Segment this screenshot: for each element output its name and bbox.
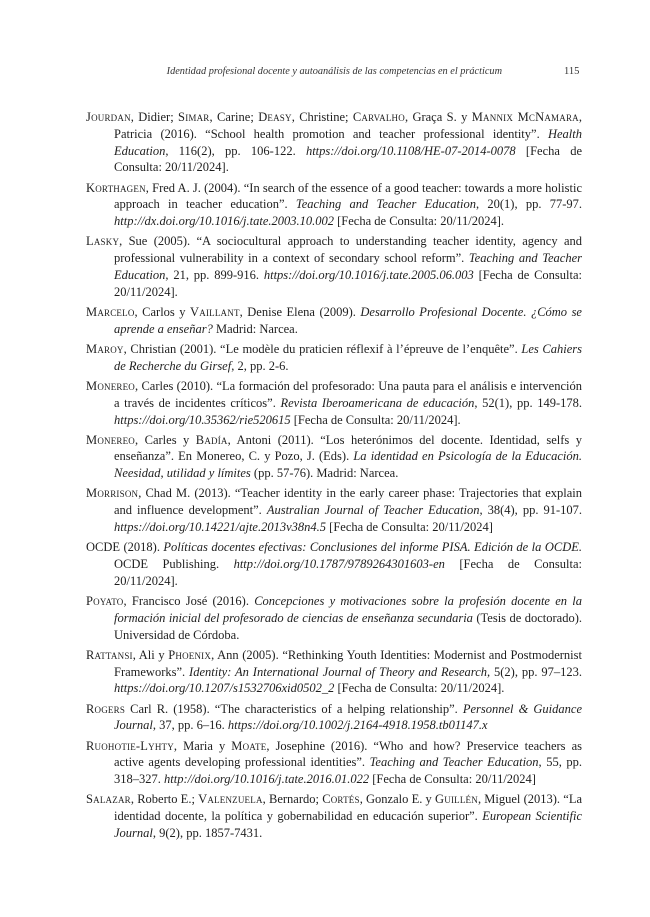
- author-surname: Phoenix: [168, 647, 212, 662]
- reference-entry-lasky: [86, 233, 582, 300]
- running-header: Identidad profesional docente y autoanálisis de las competencias en el prácticum: [166, 66, 502, 77]
- reference-text: , Carles y: [135, 432, 196, 447]
- reference-text: , Chad M. (2013). “Teacher identity in the early career phase: Trajectories that explain and influence development”.: [114, 486, 582, 518]
- reference-text: [Fecha de Consulta: 20/11/2024].: [114, 267, 582, 299]
- reference-entry-salazar: [86, 791, 582, 841]
- reference-text: , Carlos y: [134, 304, 191, 319]
- author-surname: Monereo: [86, 378, 136, 393]
- reference-entry-ruohotie: [86, 738, 582, 788]
- reference-text: (pp. 57-76). Madrid: Narcea.: [250, 466, 399, 481]
- page-number: 115: [564, 66, 580, 77]
- reference-entry-maroy: [86, 341, 582, 375]
- reference-text: , Christian (2001). “Le modèle du praticien réflexif à l’épreuve de l’enquête”.: [123, 341, 522, 356]
- author-surname: Vaillant: [190, 304, 240, 319]
- reference-text: [Fecha de Consulta: 20/11/2024].: [114, 557, 583, 588]
- reference-text: OCDE Publishing.: [114, 557, 234, 572]
- reference-text: , Patricia (2016). “School health promotion and teacher professional identity”.: [114, 110, 582, 141]
- author-surname: Valenzuela: [198, 792, 263, 807]
- italic-text: Concepciones y motivaciones sobre la profesión docente en la formación inicial del profesorado de ciencias de enseñanza secundaria: [114, 594, 582, 625]
- reference-text: , Ann (2005). “Rethinking Youth Identities: Modernist and Postmodernist Frameworks”.: [114, 647, 582, 679]
- italic-text: Teaching and Teacher Education: [295, 197, 476, 212]
- reference-text: , Denise Elena (2009).: [239, 304, 361, 319]
- italic-text: Les Cahiers de Recherche du Girsef: [114, 341, 583, 373]
- italic-text: https://doi.org/10.35362/rie520615: [114, 412, 291, 427]
- reference-text: , Fred A. J. (2004). “In search of the essence of a good teacher: towards a more holistic approach in teacher education”.: [114, 180, 582, 212]
- italic-text: Personnel & Guidance Journal: [114, 701, 582, 733]
- reference-text: Madrid: Narcea.: [212, 321, 298, 336]
- reference-entry-jourdan: [86, 109, 582, 176]
- author-surname: Marcelo: [86, 304, 135, 319]
- reference-text: [Fecha de Consulta: 20/11/2024].: [334, 214, 505, 229]
- italic-text: https://doi.org/10.1002/j.2164-4918.1958.tb01147.x: [227, 718, 488, 733]
- reference-entry-morrison: [86, 485, 582, 535]
- reference-text: [Fecha de Consulta: 20/11/2024].: [290, 412, 461, 427]
- italic-text: http://doi.org/10.1016/j.tate.2016.01.022: [164, 772, 370, 787]
- reference-text: , Josephine (2016). “Who and how? Preservice teachers as active agents developing professional identities”.: [114, 738, 582, 770]
- italic-text: Australian Journal of Teacher Education,: [266, 503, 483, 518]
- reference-text: , Carine;: [209, 110, 259, 124]
- author-surname: Guillén: [435, 792, 478, 807]
- reference-text: Carl R. (1958). “The characteristics of a helping relationship”.: [125, 701, 463, 716]
- author-surname: Maroy: [86, 341, 124, 356]
- author-surname: Deasy: [258, 110, 292, 124]
- italic-text: http://dx.doi.org/10.1016/j.tate.2003.10.002: [114, 214, 335, 229]
- reference-entry-ocde: [86, 539, 582, 589]
- reference-text: , Graça S. y: [404, 110, 472, 124]
- reference-text: (Tesis de doctorado). Universidad de Córdoba.: [114, 610, 582, 642]
- italic-text: http://doi.org/10.1787/9789264301603-en: [233, 557, 445, 572]
- reference-entry-korthagen: [86, 180, 582, 230]
- reference-text: , Miguel (2013). “La identidad docente, la política y gobernabilidad en educación superior”.: [114, 792, 583, 824]
- author-surname: Rogers: [86, 701, 126, 716]
- italic-text: European Scientific Journal: [114, 809, 583, 840]
- italic-text: https://doi.org/10.1108/HE-07-2014-0078: [305, 143, 516, 158]
- reference-text: , 52(1), pp. 149-178.: [474, 395, 582, 410]
- reference-text: , Ali y: [132, 647, 169, 662]
- author-surname: Monereo: [86, 432, 136, 447]
- reference-list: [86, 109, 582, 845]
- reference-text: , Bernardo;: [262, 792, 323, 807]
- author-surname: Ruohotie-Lyhty: [86, 738, 174, 753]
- italic-text: https://doi.org/10.1016/j.tate.2005.06.003: [263, 267, 474, 282]
- reference-entry-rogers: [86, 701, 582, 735]
- reference-text: , Christine;: [291, 110, 353, 124]
- reference-text: , 55, pp. 318–327.: [114, 755, 582, 787]
- reference-text: OCDE (2018).: [86, 540, 164, 555]
- reference-text: , Didier;: [130, 110, 179, 124]
- reference-text: [Fecha de Consulta: 20/11/2024]: [369, 772, 536, 787]
- reference-text: , 21, pp. 899-916.: [165, 267, 264, 282]
- reference-text: , Francisco José (2016).: [123, 594, 255, 609]
- reference-entry-monereo2010: [86, 378, 582, 428]
- reference-entry-rattansi: [86, 647, 582, 697]
- reference-text: , 9(2), pp. 1857-7431.: [152, 825, 263, 840]
- reference-text: [Fecha de Consulta: 20/11/2024]: [326, 520, 493, 535]
- reference-text: [Fecha de Consulta: 20/11/2024].: [334, 681, 505, 696]
- reference-text: , 37, pp. 6–16.: [152, 718, 228, 733]
- italic-text: Identity: An International Journal of Theory and Research,: [189, 664, 491, 679]
- italic-text: Desarrollo Profesional Docente. ¿Cómo se aprende a enseñar?: [114, 304, 582, 336]
- italic-text: Políticas docentes efectivas: Conclusiones del informe PISA. Edición de la OCDE.: [163, 540, 583, 555]
- reference-text: , Carles (2010). “La formación del profesorado: Una pauta para el análisis e intervención a través de incidentes críticos”.: [114, 378, 582, 410]
- reference-entry-monereo2011: [86, 432, 582, 482]
- reference-text: , Roberto E.;: [130, 792, 199, 807]
- italic-text: https://doi.org/10.14221/ajte.2013v38n4.5: [114, 520, 327, 535]
- reference-text: , 2, pp. 2-6.: [231, 358, 289, 373]
- reference-text: , Gonzalo E. y: [359, 792, 436, 807]
- reference-entry-poyato: [86, 593, 582, 643]
- italic-text: La identidad en Psicología de la Educación. Neesidad, utilidad y límites: [114, 449, 582, 481]
- author-surname: Badía: [195, 432, 228, 447]
- author-surname: Cortés: [322, 792, 360, 807]
- italic-text: Health Education: [114, 126, 582, 158]
- author-surname: Mannix McNamara: [471, 110, 579, 124]
- reference-text: , Maria y: [173, 738, 232, 753]
- author-surname: Poyato: [86, 594, 124, 609]
- reference-text: 38(4), pp. 91-107.: [482, 503, 582, 518]
- reference-text: , Antoni (2011). “Los heterónimos del docente. Identidad, selfs y enseñanza”. En Monereo, C. y Pozo, J. (Eds).: [114, 432, 582, 464]
- author-surname: Jourdan: [86, 110, 131, 124]
- reference-text: [Fecha de Consulta: 20/11/2024].: [114, 143, 582, 175]
- italic-text: https://doi.org/10.1207/s1532706xid0502_2: [114, 681, 335, 696]
- reference-text: , 20(1), pp. 77-97.: [475, 197, 582, 212]
- italic-text: Revista Iberoamericana de educación: [280, 395, 475, 410]
- author-surname: Salazar: [86, 792, 131, 807]
- author-surname: Moate: [231, 738, 267, 753]
- italic-text: Teaching and Teacher Education: [369, 755, 539, 770]
- reference-text: , Sue (2005). “A sociocultural approach to understanding teacher identity, agency and professional vulnerability in a context of secondary school reform”.: [114, 234, 582, 266]
- italic-text: Teaching and Teacher Education: [114, 251, 583, 282]
- author-surname: Simar: [178, 110, 210, 124]
- reference-text: 5(2), pp. 97–123.: [490, 664, 582, 679]
- author-surname: Lasky: [86, 234, 120, 249]
- author-surname: Morrison: [86, 486, 139, 501]
- author-surname: Korthagen: [86, 180, 146, 195]
- reference-text: , 116(2), pp. 106-122.: [165, 143, 306, 158]
- author-surname: Rattansi: [86, 647, 133, 662]
- reference-entry-marcelo: [86, 304, 582, 338]
- author-surname: Carvalho: [352, 110, 405, 124]
